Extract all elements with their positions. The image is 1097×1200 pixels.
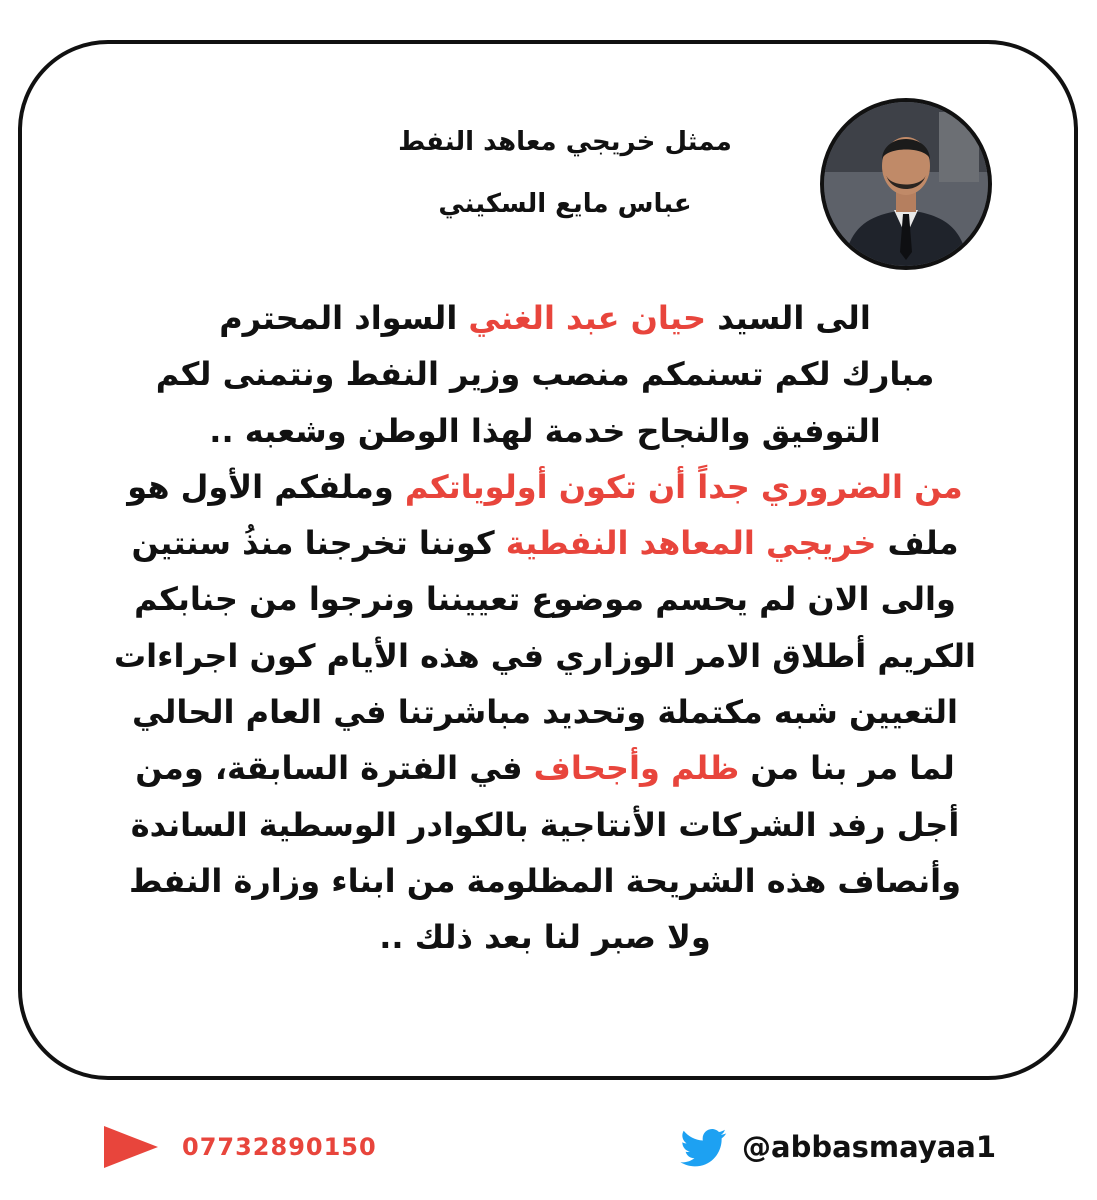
letter-text: كوننا تخرجنا منذُ سنتين [131, 524, 506, 563]
phone-number[interactable]: 07732890150 [182, 1133, 377, 1161]
letter-line: الكريم أطلاق الامر الوزاري في هذه الأيام كون اجراءات [114, 636, 976, 675]
letter-text: وملفكم الأول هو [127, 467, 405, 506]
twitter-handle[interactable]: @abbasmayaa1 [742, 1130, 997, 1164]
letter-line: وأنصاف هذه الشريحة المظلومة من ابناء وزارة النفط [129, 861, 961, 900]
letter-line: ولا صبر لنا بعد ذلك .. [379, 918, 711, 957]
letter-line: التعيين شبه مكتملة وتحديد مباشرتنا في العام الحالي [132, 693, 958, 732]
letter-text: السواد المحترم [219, 299, 469, 337]
letter-line [90, 515, 1000, 571]
phone-contact[interactable] [100, 1122, 377, 1172]
play-icon [100, 1122, 162, 1172]
highlight-text: ظلم وأجحاف [533, 749, 740, 788]
twitter-contact[interactable] [676, 1122, 996, 1172]
highlight-text: خريجي المعاهد النفطية [505, 524, 877, 563]
highlight-text: من الضروري جداً أن تكون أولوياتكم [404, 467, 963, 506]
letter-text: لما مر بنا من [739, 749, 955, 788]
letter-line [90, 740, 1000, 796]
letter-line: مبارك لكم تسنمكم منصب وزير النفط ونتمنى لكم [155, 355, 935, 394]
representative-title: ممثل خريجي معاهد النفط [398, 127, 732, 157]
twitter-icon [676, 1124, 732, 1170]
representative-name: عباس مايع السكيني [438, 189, 692, 219]
avatar [820, 98, 992, 270]
highlight-text: حيان عبد الغني [468, 299, 707, 337]
person-photo-icon [824, 102, 988, 266]
letter-text: ملف [876, 524, 959, 563]
letter-body [90, 290, 1000, 966]
header-block [330, 120, 800, 226]
letter-text: في الفترة السابقة، ومن [135, 749, 534, 788]
letter-line: أجل رفد الشركات الأنتاجية بالكوادر الوسطية الساندة [130, 805, 960, 844]
letter-line [90, 459, 1000, 515]
letter-text: الى السيد [706, 299, 871, 337]
letter-line: والى الان لم يحسم موضوع تعييننا ونرجوا من جنابكم [134, 580, 956, 619]
letter-line: التوفيق والنجاح خدمة لهذا الوطن وشعبه .. [209, 411, 881, 450]
letter-line [90, 290, 1000, 346]
